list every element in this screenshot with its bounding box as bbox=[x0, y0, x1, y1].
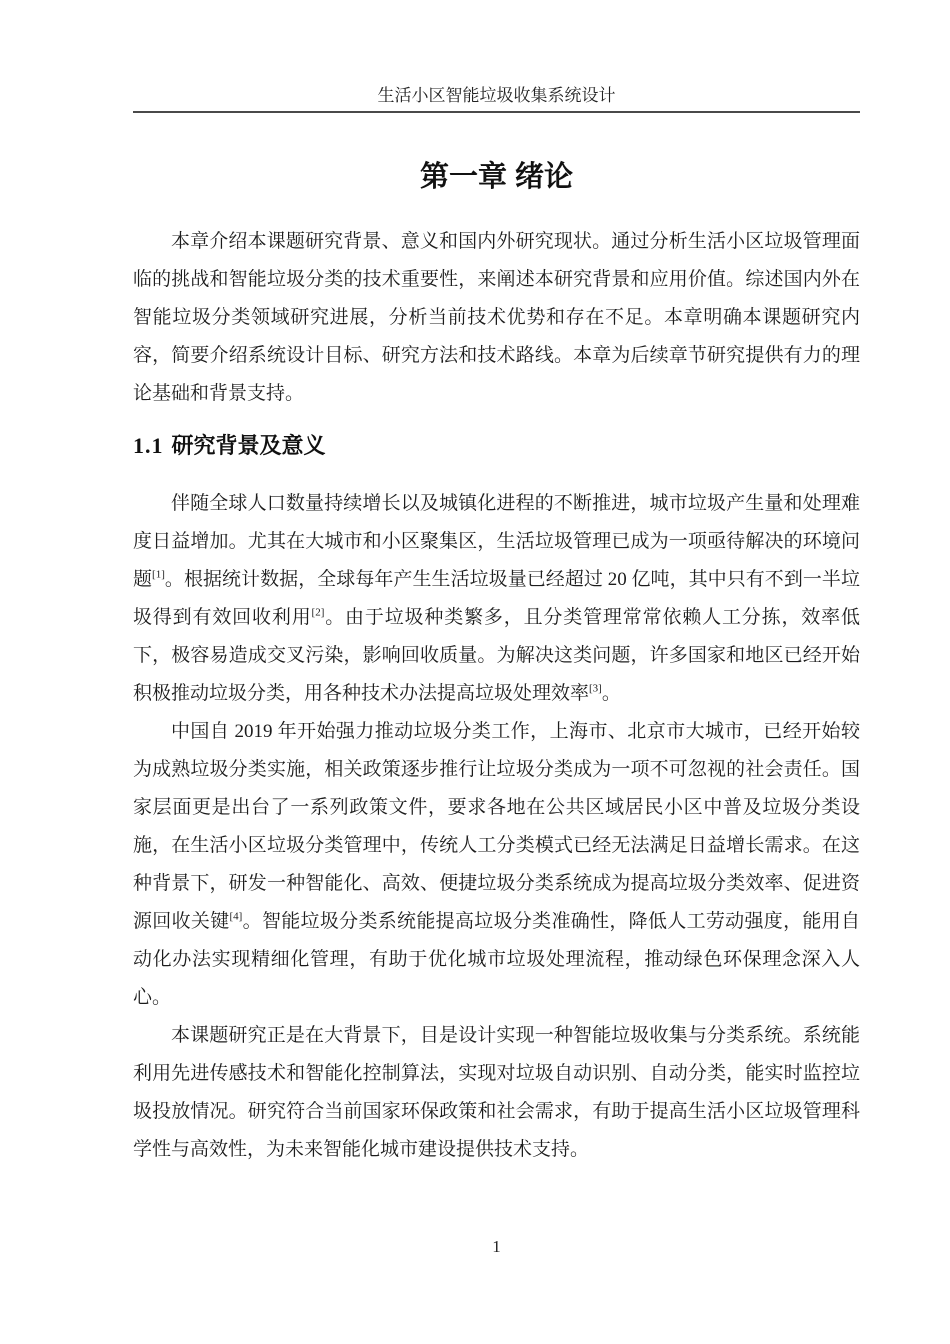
header-rule bbox=[133, 111, 860, 113]
section-heading bbox=[133, 430, 860, 462]
chapter-title: 第一章 绪论 bbox=[419, 161, 574, 193]
section-number: 1.1 bbox=[133, 433, 164, 458]
running-header-title: 生活小区智能垃圾收集系统设计 bbox=[377, 86, 616, 105]
document-body bbox=[133, 223, 860, 1169]
paragraph-background-3: 本课题研究正是在大背景下，目是设计实现一种智能垃圾收集与分类系统。系统能利用先进传感技术和智能化控制算法，实现对垃圾自动识别、自动分类，能实时监控垃圾投放情况。研究符合当前国家环保政策和社会需求，有助于提高生活小区垃圾管理科学性与高效性，为未来智能化城市建设提供技术支持。 bbox=[133, 1025, 860, 1160]
paragraph-background-2: 中国自 2019 年开始强力推动垃圾分类工作，上海市、北京市大城市，已经开始较为成熟垃圾分类实施，相关政策逐步推行让垃圾分类成为一项不可忽视的社会责任。国家层面更是出台了一系列政策文件，要求各地在公共区域居民小区中普及垃圾分类设施，在生活小区垃圾分类管理中，传统人工分类模式已经无法满足日益增长需求。在这种背景下，研发一种智能化、高效、便捷垃圾分类系统成为提高垃圾分类效率、促进资源回收关键[4]。智能垃圾分类系统能提高垃圾分类准确性，降低人工劳动强度，能用自动化办法实现精细化管理，有助于优化城市垃圾处理流程，推动绿色环保理念深入人心。 bbox=[133, 721, 860, 1008]
section-title: 研究背景及意义 bbox=[171, 433, 326, 458]
citation-reference: [1] bbox=[152, 568, 165, 581]
intro-paragraph: 本章介绍本课题研究背景、意义和国内外研究现状。通过分析生活小区垃圾管理面临的挑战和智能垃圾分类的技术重要性，来阐述本研究背景和应用价值。综述国内外在智能垃圾分类领域研究进展，分析当前技术优势和存在不足。本章明确本课题研究内容，简要介绍系统设计目标、研究方法和技术路线。本章为后续章节研究提供有力的理论基础和背景支持。 bbox=[133, 231, 860, 404]
citation-reference: [3] bbox=[589, 682, 602, 695]
citation-reference: [4] bbox=[229, 910, 243, 923]
citation-reference: [2] bbox=[311, 606, 325, 619]
running-header bbox=[133, 84, 860, 108]
page-number: 1 bbox=[492, 1237, 501, 1256]
paragraph-background-1: 伴随全球人口数量持续增长以及城镇化进程的不断推进，城市垃圾产生量和处理难度日益增加。尤其在大城市和小区聚集区，生活垃圾管理已成为一项亟待解决的环境问题[1]。根据统计数据，全球每年产生生活垃圾量已经超过 20 亿吨，其中只有不到一半垃圾得到有效回收利用[2]。由于垃圾种类繁多，且分类管理常常依赖人工分拣，效率低下，极容易造成交叉污染，影响回收质量。为解决这类问题，许多国家和地区已经开始积极推动垃圾分类，用各种技术办法提高垃圾处理效率[3]。 bbox=[133, 493, 860, 704]
